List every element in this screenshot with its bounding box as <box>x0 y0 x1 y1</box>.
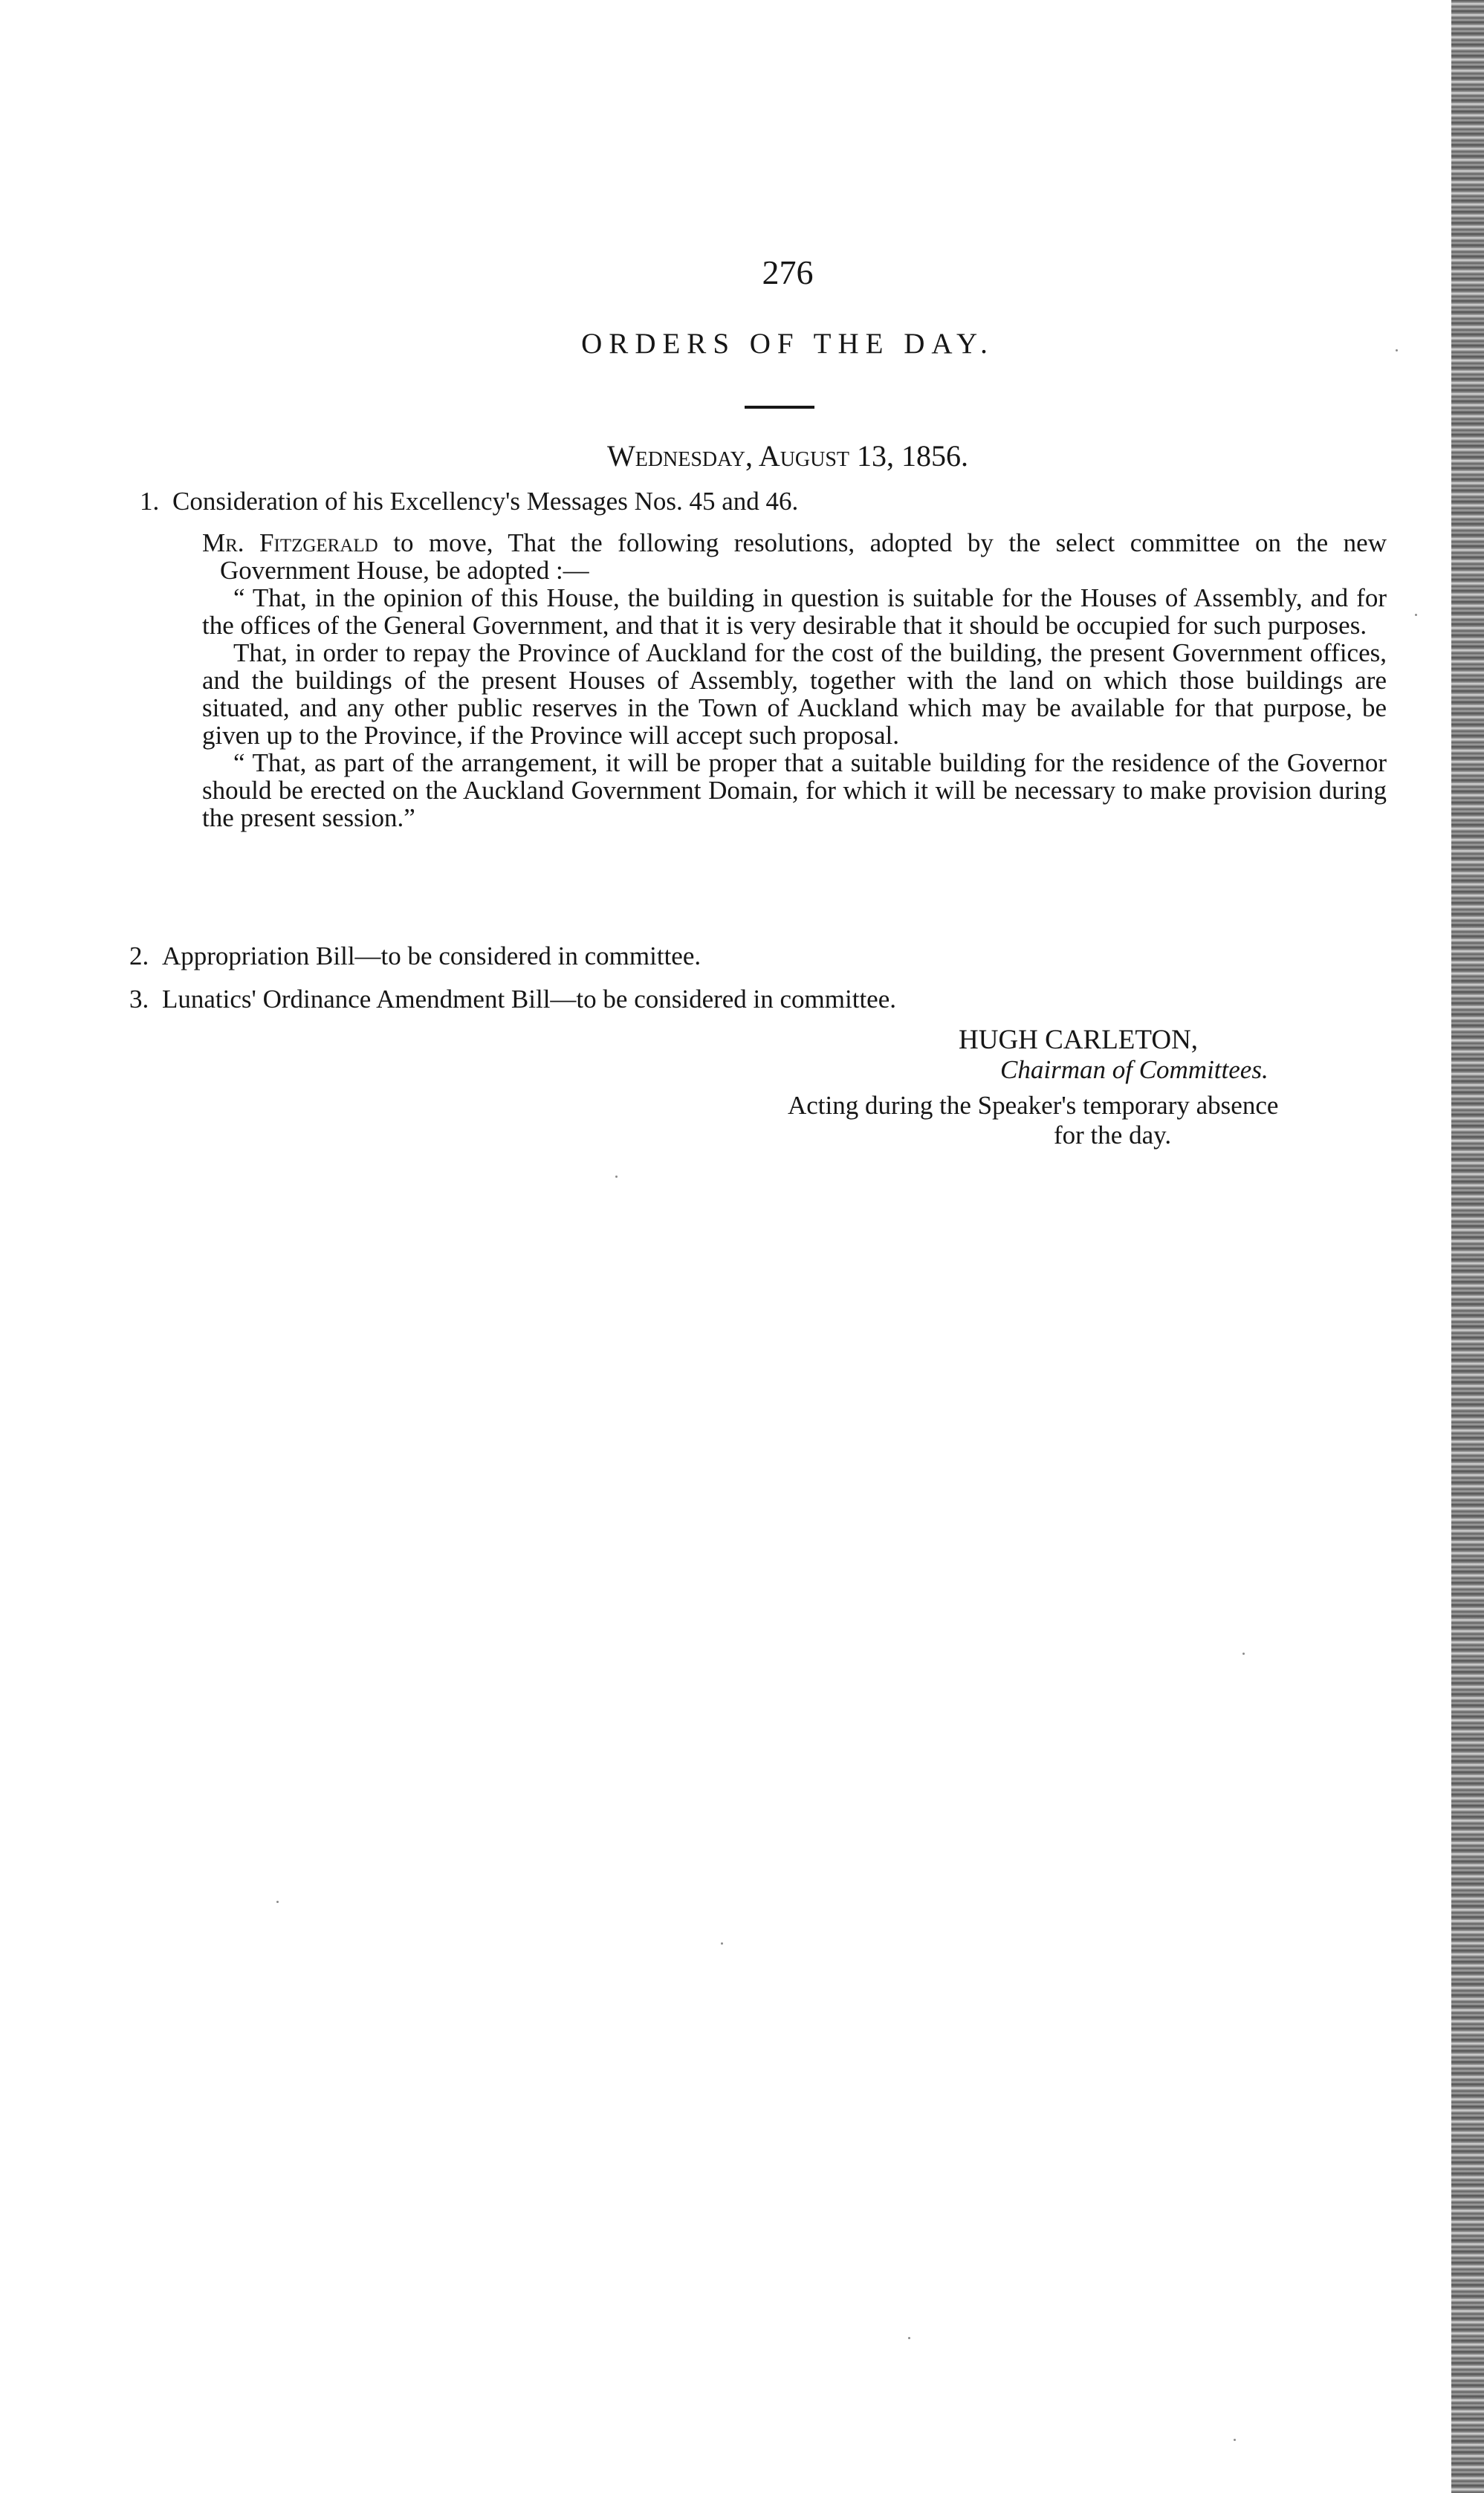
scan-speck <box>1242 1653 1245 1655</box>
motion-paragraph: That, in order to repay the Province of Auckland for the cost of the building, the present Government offices, and the buildings of the present Houses of Assembly, together with the land on which those buildings are situated, and any other public reserves in the Town of Auckland which may be available for that purpose, be given up to the Province, if the Province will accept such proposal. <box>202 638 1387 750</box>
motion-paragraph: “ That, as part of the arrangement, it will be proper that a suitable building for the residence of the Governor should be erected on the Auckland Government Domain, for which it will be necessary to make provision during the present session.” <box>202 748 1387 832</box>
heading-rule <box>745 406 814 409</box>
order-item-number: 3. <box>129 985 149 1014</box>
date-line: Wednesday, August 13, 1856. <box>606 439 969 473</box>
motion-intro <box>202 529 1387 584</box>
order-item-number: 1. <box>140 487 160 516</box>
motion-paragraph: “ That, in the opinion of this House, the building in question is suitable for the Houses of Assembly, and for the offices of the General Government, and that it is very desirable that it should be occupied for such purposes. <box>202 583 1387 640</box>
scan-speck <box>1415 614 1417 616</box>
order-item-text: Lunatics' Ordinance Amendment Bill—to be considered in committee. <box>162 985 896 1014</box>
page-heading: ORDERS OF THE DAY. <box>581 328 994 360</box>
page-number: 276 <box>762 253 814 291</box>
signatory-title: Chairman of Committees. <box>1000 1055 1268 1084</box>
order-item-text: Appropriation Bill—to be considered in committee. <box>162 941 702 970</box>
motion-block <box>202 529 1387 831</box>
motion-mover: Mr. Fitzgerald <box>202 528 378 557</box>
scanned-page-edge <box>1451 0 1484 2493</box>
signatory-name: HUGH CARLETON, <box>959 1025 1199 1055</box>
scan-speck <box>1396 349 1398 351</box>
order-item-3 <box>129 985 896 1014</box>
order-item-2 <box>129 942 701 970</box>
signatory-note: Acting during the Speaker's temporary absence <box>788 1091 1279 1120</box>
scan-speck <box>276 1901 279 1903</box>
motion-intro-text: to move, That the following resolutions, adopted by the select committee on the new Government House, be adopted :— <box>220 528 1387 585</box>
scan-speck <box>1234 2439 1236 2441</box>
order-item-1 <box>140 487 798 516</box>
order-item-text: Consideration of his Excellency's Messages Nos. 45 and 46. <box>172 487 799 516</box>
signature-block <box>773 1025 1412 1150</box>
order-item-number: 2. <box>129 941 149 970</box>
signatory-note-continued: for the day. <box>1054 1121 1172 1150</box>
scan-speck <box>908 2337 910 2339</box>
scan-speck <box>721 1942 723 1945</box>
scan-speck <box>615 1176 618 1178</box>
